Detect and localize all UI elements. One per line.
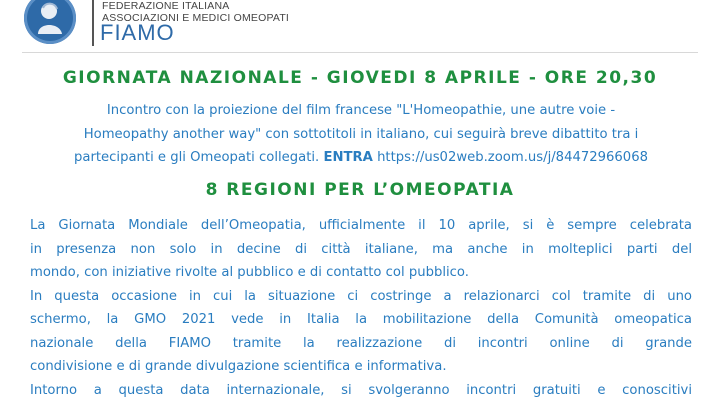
event-desc-line3: partecipanti e gli Omeopati collegati.: [74, 150, 320, 165]
fiamo-logo: [22, 0, 290, 50]
logo-divider: [92, 0, 94, 46]
body-line: La Giornata Mondiale dell’Omeopatia, ufficialmente il 10 aprile, si è sempre celebrata: [30, 218, 692, 233]
org-name-line2: ASSOCIAZIONI E MEDICI OMEOPATI: [102, 12, 290, 24]
event-desc-line: Incontro con la proiezione del film francese "L'Homeopathie, une autre voie -: [106, 103, 616, 118]
enter-label: ENTRA: [323, 150, 373, 165]
org-acronym: FIAMO: [100, 20, 175, 45]
event-title: GIORNATA NAZIONALE - GIOVEDI 8 APRILE - ORE 20,30: [62, 68, 658, 88]
event-description: [30, 99, 692, 170]
body-line: In questa occasione in cui la situazione ci costringe a relazionarci col tramite di uno: [30, 288, 692, 304]
zoom-link[interactable]: https://us02web.zoom.us/j/84472966068: [377, 150, 648, 165]
body-line: condivisione e di grande divulgazione scientifica e informativa.: [30, 359, 447, 374]
body-line: nazionale della FIAMO tramite la realizzazione di incontri online di grande: [30, 335, 692, 351]
portrait-medallion-icon: [24, 0, 76, 44]
body-line: schermo, la GMO 2021 vede in Italia la mobilitazione della Comunità omeopatica: [30, 312, 692, 327]
header-divider: [22, 52, 698, 53]
section-body: [30, 214, 692, 402]
section-title: 8 REGIONI PER L’OMEOPATIA: [205, 180, 515, 200]
body-line: Intorno a questa data internazionale, si svolgeranno incontri gratuiti e conoscitivi: [30, 382, 692, 398]
body-line: in presenza non solo in decine di città italiane, ma anche in molteplici parti del: [30, 241, 692, 257]
event-desc-line: Homeopathy another way" con sottotitoli in italiano, cui seguirà breve dibattito tra i: [83, 126, 639, 142]
body-line: mondo, con iniziative rivolte al pubblico e di contatto col pubblico.: [30, 265, 469, 280]
event-desc-line: [30, 146, 692, 170]
org-name-line1: FEDERAZIONE ITALIANA: [102, 0, 230, 12]
